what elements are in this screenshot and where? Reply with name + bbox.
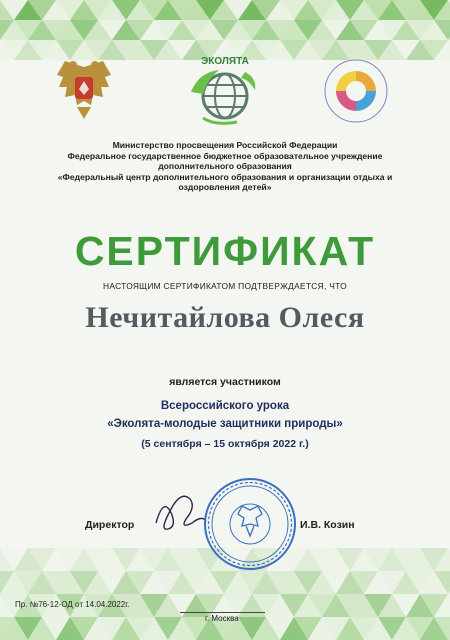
ecoliata-globe-icon	[185, 52, 263, 130]
event-line1: Всероссийского урока	[160, 400, 290, 412]
city-underline	[180, 612, 265, 613]
participant-role: является участником	[169, 376, 281, 388]
logo-row	[0, 52, 450, 132]
round-seal-stamp-icon	[202, 476, 298, 572]
order-number: Пр. №76-12-ОД от 14.04.2022г.	[15, 600, 130, 609]
recipient-name: Нечитайлова Олеся	[85, 301, 365, 334]
org-line: дополнительного образования	[158, 161, 292, 172]
certificate-title: СЕРТИФИКАТ	[74, 228, 376, 274]
director-name: И.В. Козин	[300, 519, 355, 531]
event-line2: «Эколята-молодые защитники природы»	[107, 418, 343, 430]
education-center-logo-icon	[322, 57, 390, 125]
organization-block	[30, 140, 420, 193]
org-line: Министерство просвещения Российской Федерации	[112, 140, 338, 150]
eagle-emblem-icon	[55, 57, 113, 125]
org-line: «Федеральный центр дополнительного образования и организации отдыха и	[57, 171, 393, 182]
event-dates: (5 сентября – 15 октября 2022 г.)	[141, 438, 309, 450]
certificate-subtitle: НАСТОЯЩИМ СЕРТИФИКАТОМ ПОДТВЕРЖДАЕТСЯ, ЧТО	[103, 281, 347, 291]
ecoliata-logo-text: ЭКОЛЯТА	[201, 56, 249, 67]
org-line: Федеральное государственное бюджетное образовательное учреждение	[67, 150, 383, 161]
org-line: оздоровления детей»	[178, 182, 272, 193]
director-label: Директор	[85, 519, 135, 531]
city-label: г. Москва	[205, 614, 239, 623]
signature-icon	[150, 485, 210, 540]
